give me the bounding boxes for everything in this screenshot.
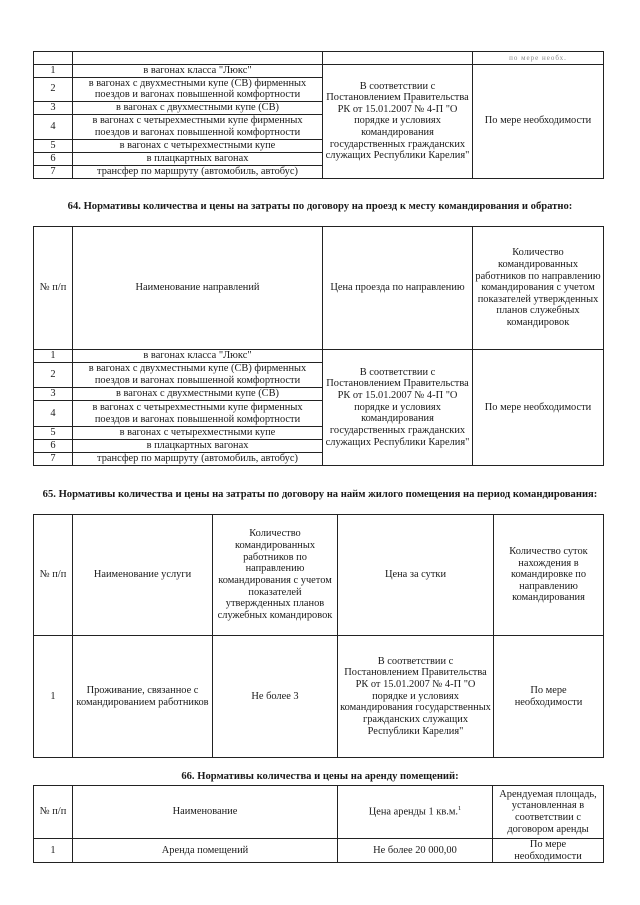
row-name: в вагонах с четырехместными купе xyxy=(73,139,323,152)
row-name: в вагонах класса "Люкс" xyxy=(73,65,323,78)
row-name: Проживание, связанное с командированием работников xyxy=(73,636,213,758)
header-name: Наименование xyxy=(73,786,338,839)
row-number: 6 xyxy=(34,152,73,165)
section-66-table xyxy=(33,785,604,863)
section-65-title: 65. Нормативы количества и цены на затраты по договору на найм жилого помещения на период командирования: xyxy=(42,489,598,500)
section-66-title: 66. Нормативы количества и цены на аренду помещений: xyxy=(181,771,459,782)
row-name: в вагонах с четырехместными купе xyxy=(73,427,323,440)
row-name: в вагонах с четырехместными купе фирменных поездов и вагонах повышенной комфортности xyxy=(73,401,323,427)
row-number: 1 xyxy=(34,65,73,78)
row-area: По мере необходимости xyxy=(493,839,604,863)
row-number: 6 xyxy=(34,440,73,453)
row-name: трансфер по маршруту (автомобиль, автобус) xyxy=(73,165,323,178)
header-name: Наименование услуги xyxy=(73,515,213,636)
row-price: Не более 20 000,00 xyxy=(338,839,493,863)
row-name: в вагонах с четырехместными купе фирменных поездов и вагонах повышенной комфортности xyxy=(73,114,323,139)
row-number: 2 xyxy=(34,363,73,388)
row-number: 2 xyxy=(34,77,73,101)
row-number: 7 xyxy=(34,165,73,178)
row-number: 4 xyxy=(34,114,73,139)
header-price: Цена за сутки xyxy=(338,515,494,636)
header-area: Арендуемая площадь, установленная в соответствии с договором аренды xyxy=(493,786,604,839)
row-days: По мере необходимости xyxy=(494,636,604,758)
header-price-text: Цена аренды 1 кв.м. xyxy=(368,806,458,818)
row-number: 4 xyxy=(34,401,73,427)
quantity-cell: По мере необходимости xyxy=(473,65,604,179)
row-number: 1 xyxy=(34,839,73,863)
table-cell xyxy=(323,52,473,65)
row-name: в вагонах с двухместными купе (СВ) фирменных поездов и вагонах повышенной комфортности xyxy=(73,77,323,101)
row-name: в плацкартных вагонах xyxy=(73,152,323,165)
row-name: в вагонах с двухместными купе (СВ) фирменных поездов и вагонах повышенной комфортности xyxy=(73,363,323,388)
header-days: Количество суток нахождения в командировке по направлению командирования xyxy=(494,515,604,636)
header-num: № п/п xyxy=(34,227,73,350)
section-65-table xyxy=(33,514,604,758)
row-name: в вагонах с двухместными купе (СВ) xyxy=(73,101,323,114)
header-price: Цена проезда по направлению xyxy=(323,227,473,350)
table-cell xyxy=(34,52,73,65)
header-name: Наименование направлений xyxy=(73,227,323,350)
header-price xyxy=(338,786,493,839)
header-qty: Количество командированных работников по направлению командирования с учетом показателей утвержденных планов служебных командировок xyxy=(473,227,604,350)
header-num: № п/п xyxy=(34,515,73,636)
row-number: 7 xyxy=(34,453,73,466)
row-name: в вагонах класса "Люкс" xyxy=(73,350,323,363)
table-cell xyxy=(73,52,323,65)
quantity-cell: По мере необходимости xyxy=(473,350,604,466)
table-cell xyxy=(473,52,604,65)
row-name: Аренда помещений xyxy=(73,839,338,863)
price-cell: В соответствии с Постановлением Правительства РК от 15.01.2007 № 4-П "О порядке и условиях командирования государственных гражданских служащих Республики Карелия" xyxy=(323,350,473,466)
section-64-table xyxy=(33,226,604,466)
row-number: 1 xyxy=(34,636,73,758)
faded-stamp: по мере необх. xyxy=(509,54,567,63)
section-64-title: 64. Нормативы количества и цены на затраты по договору на проезд к месту командирования и обратно: xyxy=(67,201,573,212)
footnote-marker: 1 xyxy=(458,805,462,813)
row-name: в вагонах с двухместными купе (СВ) xyxy=(73,388,323,401)
row-price: В соответствии с Постановлением Правительства РК от 15.01.2007 № 4-П "О порядке и условиях командирования государственных гражданских служащих Республики Карелия" xyxy=(338,636,494,758)
row-number: 5 xyxy=(34,139,73,152)
row-name: трансфер по маршруту (автомобиль, автобус) xyxy=(73,453,323,466)
top-travel-table xyxy=(33,51,604,179)
price-cell: В соответствии с Постановлением Правительства РК от 15.01.2007 № 4-П "О порядке и условиях командирования государственных гражданских служащих Республики Карелия" xyxy=(323,65,473,179)
header-num: № п/п xyxy=(34,786,73,839)
header-workers: Количество командированных работников по направлению командирования с учетом показателей утвержденных планов служебных командировок xyxy=(213,515,338,636)
row-number: 3 xyxy=(34,101,73,114)
row-number: 3 xyxy=(34,388,73,401)
row-workers: Не более 3 xyxy=(213,636,338,758)
row-number: 5 xyxy=(34,427,73,440)
row-name: в плацкартных вагонах xyxy=(73,440,323,453)
row-number: 1 xyxy=(34,350,73,363)
